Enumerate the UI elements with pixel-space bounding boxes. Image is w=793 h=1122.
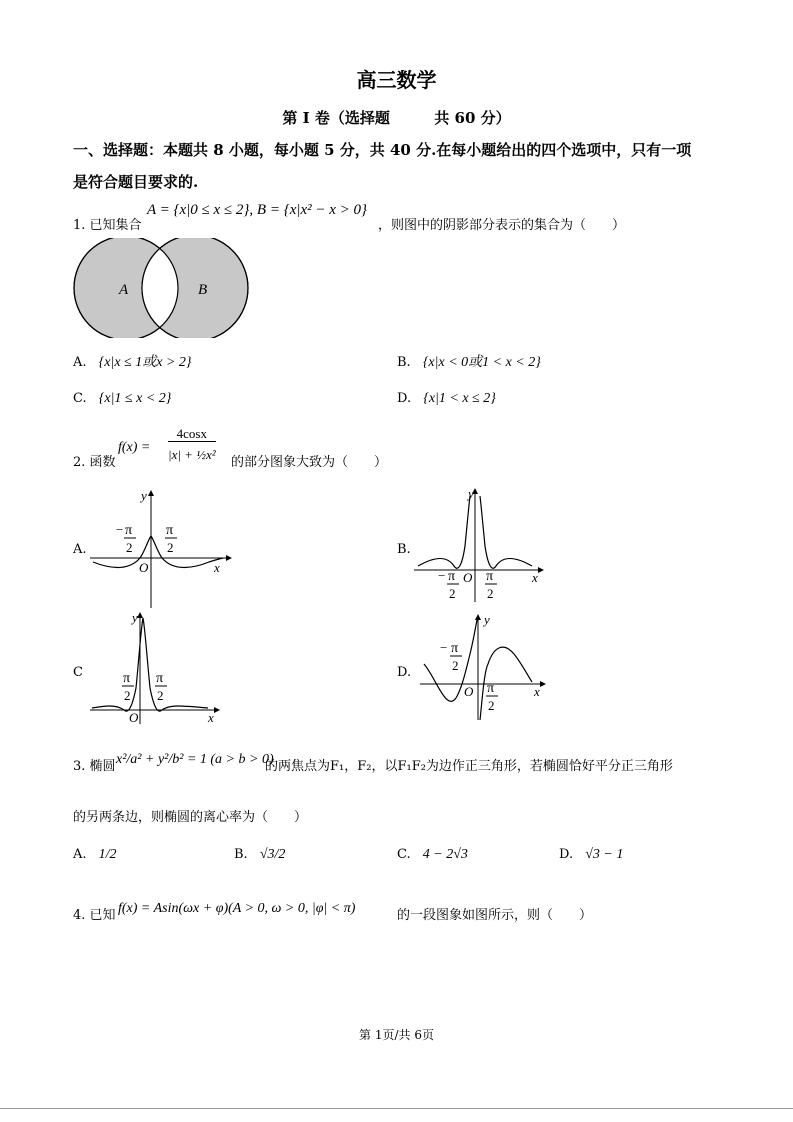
- q2-suffix: 的部分图象大致为（ ）: [231, 455, 388, 470]
- q3-option-c: [397, 847, 468, 863]
- q3-option-a-label: A.: [73, 847, 87, 862]
- q3-option-d: [559, 847, 623, 863]
- svg-text:π: π: [451, 641, 459, 656]
- q1-option-b: [397, 351, 541, 371]
- q2-prefix: 2. 函数: [73, 455, 116, 470]
- svg-text:2: 2: [167, 540, 174, 555]
- svg-text:2: 2: [487, 586, 494, 601]
- q3-option-a-text: 1/2: [98, 847, 117, 862]
- q2-graph-d: [418, 612, 548, 722]
- svg-text:π: π: [166, 523, 174, 538]
- svg-text:2: 2: [452, 658, 459, 673]
- svg-text:O: O: [129, 710, 139, 725]
- q1-option-a-label: A.: [73, 355, 87, 370]
- q1-option-b-label: B.: [397, 355, 411, 370]
- q3-mid: 的两焦点为F₁，F₂，以F₁F₂为边作正三角形，若椭圆恰好平分正三角形: [265, 759, 673, 774]
- svg-text:2: 2: [126, 540, 133, 555]
- section-title-right: 共 60 分）: [434, 109, 511, 127]
- svg-text:π: π: [448, 569, 456, 584]
- svg-text:2: 2: [488, 698, 495, 713]
- q1-option-b-text: {x|x < 0或1 < x < 2}: [422, 355, 541, 370]
- q3-line2: 的另两条边，则椭圆的离心率为（ ）: [73, 810, 308, 825]
- venn-label-b: B: [198, 282, 208, 298]
- page-footer: 第 1页/共 6页: [359, 1028, 434, 1042]
- q2-option-b-label: B.: [397, 542, 411, 557]
- q2-option-d-label: D.: [397, 665, 412, 680]
- svg-text:y: y: [132, 610, 138, 625]
- q3-option-d-label: D.: [559, 847, 574, 862]
- svg-text:2: 2: [157, 688, 164, 703]
- svg-text:π: π: [156, 671, 164, 686]
- q3-option-b-label: B.: [234, 847, 248, 862]
- svg-text:y: y: [484, 612, 490, 627]
- venn-label-a: A: [119, 282, 129, 298]
- q1-option-a: [73, 351, 192, 371]
- q1-option-d: [397, 391, 496, 407]
- svg-text:−: −: [116, 522, 124, 537]
- svg-text:y: y: [141, 488, 147, 503]
- section-heading-line2: 是符合题目要求的.: [73, 173, 199, 191]
- q2-fraction: [168, 427, 216, 462]
- q2-func-lhs: f(x) =: [118, 440, 151, 455]
- q1-suffix: ，则图中的阴影部分表示的集合为（ ）: [378, 218, 626, 233]
- svg-text:O: O: [464, 684, 474, 699]
- svg-text:2: 2: [449, 586, 456, 601]
- q3-option-b-text: √3/2: [259, 847, 286, 862]
- svg-text:y: y: [468, 486, 474, 501]
- q2-graph-b: [412, 486, 547, 604]
- page-divider: [0, 1108, 793, 1109]
- q3-option-a: [73, 847, 117, 863]
- q1-option-c-text: {x|1 ≤ x < 2}: [98, 391, 172, 406]
- svg-text:x: x: [532, 570, 538, 585]
- q3-option-c-text: 4 − 2√3: [422, 847, 468, 862]
- q1-sets: A = {x|0 ≤ x ≤ 2}, B = {x|x² − x > 0}: [147, 202, 368, 218]
- q1-venn-diagram: [70, 238, 255, 338]
- q4-prefix: 4. 已知: [73, 908, 116, 923]
- q1-option-d-text: {x|1 < x ≤ 2}: [423, 391, 496, 406]
- svg-text:x: x: [214, 560, 220, 575]
- svg-text:2: 2: [124, 688, 131, 703]
- q2-numerator: 4cosx: [176, 426, 207, 441]
- q3-option-c-label: C.: [397, 847, 411, 862]
- q1-option-a-text: {x|x ≤ 1或x > 2}: [98, 355, 192, 370]
- section-title-left: 第 I 卷（选择题: [282, 109, 390, 127]
- q1-option-c-label: C.: [73, 391, 87, 406]
- svg-text:π: π: [486, 569, 494, 584]
- svg-text:O: O: [139, 560, 149, 575]
- q3-option-b: [234, 847, 285, 863]
- q3-prefix: 3. 椭圆: [73, 759, 116, 774]
- svg-text:x: x: [208, 710, 214, 725]
- q2-option-a-label: A.: [73, 542, 87, 557]
- q1-option-c: [73, 391, 171, 407]
- svg-text:π: π: [123, 671, 131, 686]
- q1-option-d-label: D.: [397, 391, 412, 406]
- q3-option-d-text: √3 − 1: [585, 847, 624, 862]
- svg-text:x: x: [534, 684, 540, 699]
- svg-text:π: π: [125, 523, 133, 538]
- svg-text:π: π: [487, 681, 495, 696]
- q2-graph-a: [88, 488, 233, 610]
- q4-suffix: 的一段图象如图所示，则（ ）: [397, 908, 593, 923]
- section-title: [0, 107, 793, 128]
- q4-func: f(x) = Asin(ωx + φ)(A > 0, ω > 0, |φ| < π): [118, 901, 356, 916]
- q2-option-c-label: C: [73, 665, 83, 680]
- svg-text:O: O: [463, 570, 473, 585]
- page-title: 高三数学: [356, 68, 437, 92]
- q2-graph-c: [88, 608, 223, 728]
- svg-text:−: −: [438, 568, 446, 583]
- svg-text:−: −: [440, 640, 448, 655]
- q1-prefix: 1. 已知集合: [73, 218, 142, 233]
- q2-denominator: |x| + ½x²: [168, 441, 216, 462]
- section-heading-line1: 一、选择题：本题共 8 小题，每小题 5 分，共 40 分.在每小题给出的四个选项中，只有一项: [73, 141, 692, 159]
- q3-equation: x²/a² + y²/b² = 1 (a > b > 0): [116, 752, 274, 767]
